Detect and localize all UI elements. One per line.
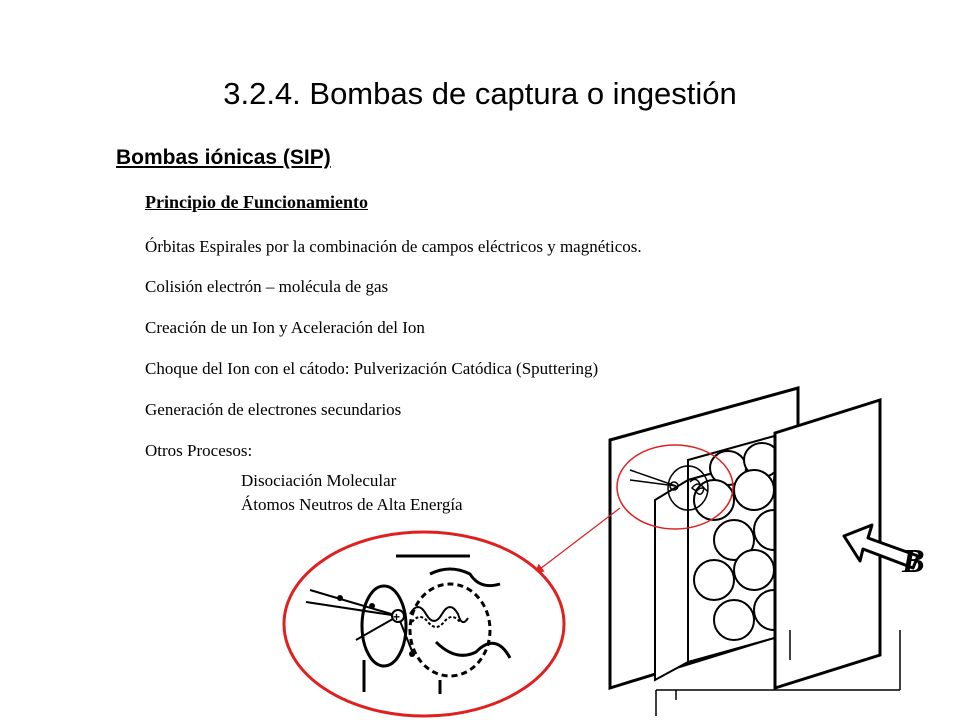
zoom-pointer-arrow [536, 508, 620, 572]
bullet-sputtering: Choque del Ion con el cátodo: Pulverización Catódica (Sputtering) [145, 359, 599, 378]
bullet-secondary-electrons: Generación de electrones secundarios [145, 400, 402, 419]
sub-item-dissociation: Disociación Molecular [241, 471, 397, 490]
bullet-orbits: Órbitas Espirales por la combinación de campos eléctricos y magnéticos. [145, 237, 642, 256]
bullet-collision: Colisión electrón – molécula de gas [145, 277, 389, 296]
sub-item-neutral-atoms: Átomos Neutros de Alta Energía [241, 495, 463, 514]
magnetic-field-label: B [902, 543, 925, 580]
bullet-other-processes: Otros Procesos: [145, 441, 253, 460]
zoom-detail [284, 532, 564, 716]
bullet-ion-creation: Creación de un Ion y Aceleración del Ion [145, 318, 425, 337]
slide-subtitle: Bombas iónicas (SIP) [116, 146, 331, 169]
slide-title: 3.2.4. Bombas de captura o ingestión [223, 76, 737, 111]
section-heading: Principio de Funcionamiento [145, 192, 369, 212]
ion-symbol: + [393, 610, 401, 624]
